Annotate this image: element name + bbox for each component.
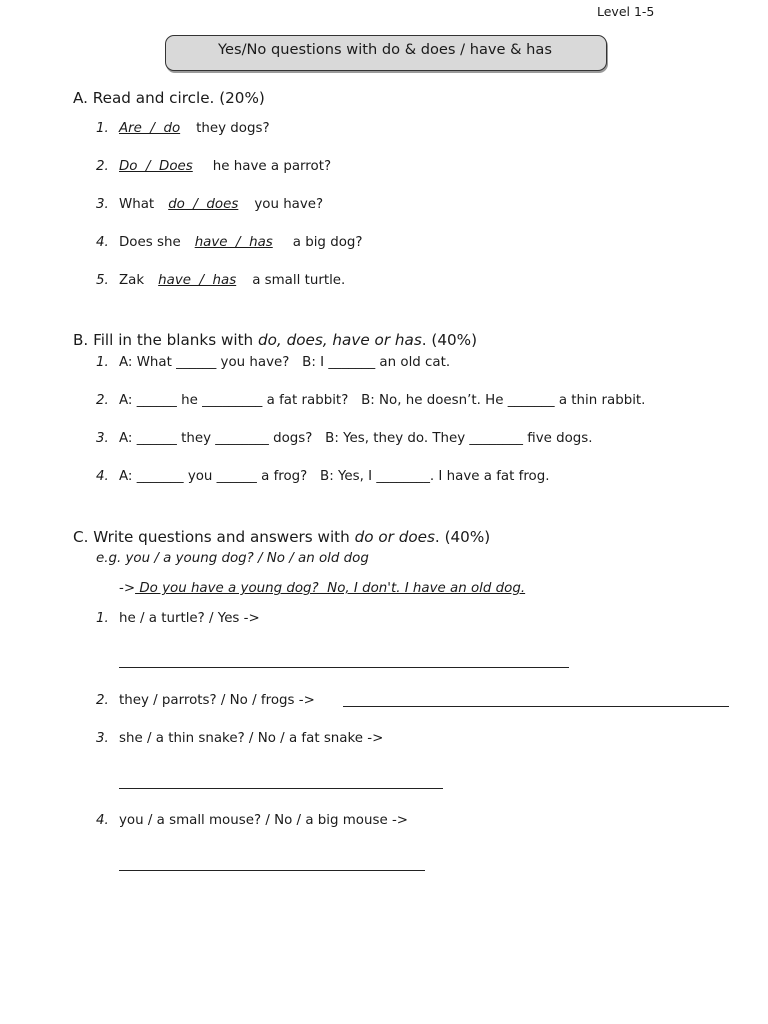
- choice-text: have / has: [158, 273, 237, 288]
- level-label: Level 1-5: [597, 4, 655, 19]
- worksheet-title: Yes/No questions with do & does / have & has: [218, 41, 552, 58]
- section-b-item-2: 2. A: ______ he _________ a fat rabbit? B: No, he doesn’t. He _______ a thin rabbit.: [96, 393, 646, 408]
- section-c-item-1: 1. he / a turtle? / Yes ->: [96, 611, 260, 626]
- section-a-item-2: 2. Do / Does he have a parrot?: [96, 159, 332, 174]
- choice-text: do / does: [168, 197, 239, 212]
- section-b-item-3: 3. A: ______ they ________ dogs? B: Yes, they do. They ________ five dogs.: [96, 431, 593, 446]
- section-b-heading: B. Fill in the blanks with do, does, have or has. (40%): [73, 331, 477, 349]
- answer-line-2[interactable]: [343, 706, 729, 707]
- answer-line-4[interactable]: [119, 870, 425, 871]
- section-b-item-4: 4. A: _______ you ______ a frog? B: Yes, I ________. I have a fat frog.: [96, 469, 550, 484]
- section-c-item-4: 4. you / a small mouse? / No / a big mouse ->: [96, 813, 409, 828]
- choice-text: have / has: [194, 235, 273, 250]
- section-a-item-1: 1. Are / do they dogs?: [96, 121, 270, 136]
- section-c-heading: C. Write questions and answers with do or does. (40%): [73, 528, 491, 546]
- example-answer-line: -> Do you have a young dog? No, I don't. I have an old dog.: [119, 581, 526, 596]
- section-a-item-4: 4. Does she have / has a big dog?: [96, 235, 363, 250]
- section-c-item-2: 2. they / parrots? / No / frogs ->: [96, 693, 315, 708]
- choice-text: Are / do: [119, 121, 181, 136]
- section-a-item-3: 3. What do / does you have?: [96, 197, 324, 212]
- choice-text: Do / Does: [119, 159, 193, 174]
- section-c-item-3: 3. she / a thin snake? / No / a fat snake ->: [96, 731, 384, 746]
- answer-line-3[interactable]: [119, 788, 443, 789]
- section-a-item-5: 5. Zak have / has a small turtle.: [96, 273, 346, 288]
- section-a-heading: A. Read and circle. (20%): [73, 89, 265, 107]
- example-answer: Do you have a young dog? No, I don't. I have an old dog.: [135, 581, 526, 596]
- answer-line-1[interactable]: [119, 667, 569, 668]
- example-prompt: e.g. you / a young dog? / No / an old dog: [96, 551, 369, 566]
- section-b-item-1: 1. A: What ______ you have? B: I _______ an old cat.: [96, 355, 451, 370]
